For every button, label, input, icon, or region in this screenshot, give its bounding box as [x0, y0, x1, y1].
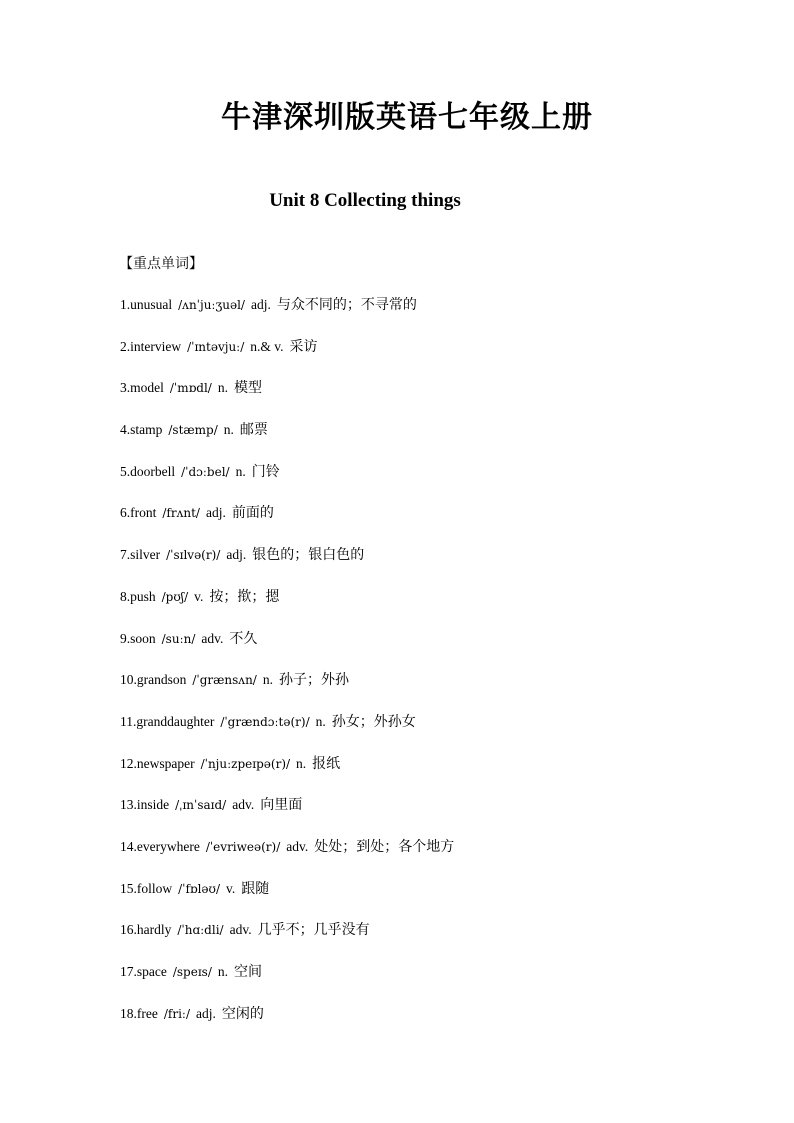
vocab-definition: 前面的	[231, 505, 274, 522]
vocab-part-of-speech: adj.	[250, 297, 271, 312]
vocabulary-item	[120, 544, 760, 586]
vocab-number: 2.	[120, 338, 131, 354]
vocabulary-item	[120, 669, 760, 711]
vocabulary-item	[120, 753, 760, 795]
vocab-number: 9.	[120, 630, 131, 646]
document-title: 牛津深圳版英语七年级上册	[221, 100, 593, 135]
vocab-definition: 空闲的	[221, 1005, 264, 1022]
vocab-definition: 跟随	[241, 880, 270, 897]
vocab-phonetic: /ˈsɪlvə(r)/	[166, 548, 221, 563]
vocab-number: 8.	[120, 588, 131, 604]
vocab-word: unusual	[130, 297, 173, 312]
vocab-phonetic: /ʌnˈjuːʒuəl/	[178, 298, 245, 312]
vocab-phonetic: /ˈfɒləʊ/	[178, 881, 221, 896]
vocab-definition: 处处；到处；各个地方	[314, 838, 455, 855]
vocab-phonetic: /ˈɪntəvjuː/	[187, 339, 245, 354]
vocab-part-of-speech: adj.	[196, 1005, 216, 1021]
vocab-part-of-speech: n.	[315, 713, 326, 729]
vocabulary-item	[120, 336, 760, 378]
vocab-part-of-speech: n.	[296, 755, 307, 771]
vocab-phonetic: /speɪs/	[172, 965, 212, 979]
vocab-definition: 邮票	[239, 422, 268, 439]
vocab-definition: 门铃	[251, 463, 280, 480]
vocabulary-list	[120, 294, 760, 1044]
vocab-word: push	[130, 588, 156, 604]
vocab-part-of-speech: n.	[217, 380, 228, 396]
vocab-definition: 银色的；银白色的	[252, 547, 365, 564]
vocab-word: soon	[130, 630, 156, 646]
vocab-number: 5.	[120, 463, 131, 479]
vocab-phonetic: /ˈevriweə(r)/	[205, 839, 281, 854]
vocab-number: 17.	[120, 964, 137, 979]
vocabulary-item	[120, 919, 760, 961]
vocab-number: 18.	[120, 1005, 137, 1021]
vocab-part-of-speech: adv.	[201, 630, 224, 646]
vocabulary-item	[120, 586, 760, 628]
vocab-phonetic: /stæmp/	[168, 423, 218, 438]
vocabulary-item	[120, 961, 760, 1003]
vocabulary-item	[120, 377, 760, 419]
vocab-part-of-speech: n.	[217, 964, 229, 979]
unit-title: Unit 8 Collecting things	[269, 190, 461, 211]
vocab-number: 3.	[120, 380, 131, 396]
vocab-number: 11.	[120, 713, 137, 729]
vocab-part-of-speech: adj.	[205, 505, 226, 521]
vocab-definition: 与众不同的；不寻常的	[276, 297, 417, 313]
vocab-definition: 几乎不；几乎没有	[257, 922, 370, 939]
vocab-number: 15.	[120, 880, 137, 896]
vocab-definition: 按；揿；摁	[209, 588, 280, 605]
vocab-part-of-speech: adv.	[229, 922, 252, 938]
vocab-number: 4.	[120, 422, 131, 438]
vocabulary-item	[120, 1003, 760, 1045]
vocab-number: 13.	[120, 797, 137, 813]
vocab-phonetic: /ˈgrænsʌn/	[192, 673, 257, 688]
vocabulary-item	[120, 502, 760, 544]
vocab-word: hardly	[136, 922, 172, 938]
vocab-number: 6.	[120, 505, 131, 521]
vocab-part-of-speech: adv.	[286, 838, 309, 854]
vocab-word: model	[130, 380, 164, 396]
vocab-definition: 报纸	[312, 755, 341, 772]
vocab-phonetic: /ˈmɒdl/	[169, 381, 212, 396]
vocab-word: newspaper	[136, 755, 195, 771]
vocab-definition: 空间	[234, 964, 263, 980]
vocab-word: follow	[136, 880, 173, 896]
vocab-part-of-speech: v.	[194, 588, 204, 604]
vocab-number: 1.	[120, 297, 131, 312]
vocab-definition: 孙子；外孙	[278, 672, 349, 689]
vocab-number: 16.	[120, 922, 137, 938]
vocabulary-item	[120, 836, 760, 878]
vocab-word: granddaughter	[136, 713, 215, 729]
vocab-part-of-speech: adv.	[232, 797, 255, 813]
vocab-word: front	[130, 505, 157, 521]
vocab-word: stamp	[130, 422, 163, 438]
vocab-definition: 不久	[229, 630, 258, 647]
vocab-word: interview	[130, 338, 182, 354]
vocab-word: space	[136, 964, 167, 979]
vocabulary-item	[120, 419, 760, 461]
vocabulary-item	[120, 711, 760, 753]
vocab-word: inside	[136, 797, 170, 813]
vocab-definition: 采访	[289, 338, 318, 355]
vocabulary-item	[120, 461, 760, 503]
vocab-word: grandson	[136, 672, 187, 688]
vocab-part-of-speech: n.& v.	[250, 338, 284, 354]
vocabulary-item	[120, 878, 760, 920]
vocab-phonetic: /pʊʃ/	[161, 589, 189, 604]
vocab-phonetic: /ˈgrændɔːtə(r)/	[220, 714, 310, 729]
vocab-definition: 向里面	[260, 797, 303, 814]
vocabulary-item	[120, 794, 760, 836]
vocab-word: free	[136, 1005, 158, 1021]
vocab-number: 7.	[120, 547, 131, 563]
vocab-phonetic: /friː/	[163, 1006, 191, 1021]
vocab-number: 12.	[120, 755, 137, 771]
vocab-phonetic: /ˌɪnˈsaɪd/	[175, 798, 227, 813]
vocab-definition: 孙女；外孙女	[331, 713, 416, 730]
vocabulary-item	[120, 628, 760, 670]
vocab-phonetic: /frʌnt/	[162, 506, 200, 521]
vocab-part-of-speech: n.	[235, 463, 246, 479]
vocab-phonetic: /ˈnjuːzpeɪpə(r)/	[200, 756, 291, 771]
vocab-part-of-speech: adj.	[226, 547, 247, 563]
vocab-word: everywhere	[136, 838, 200, 854]
vocab-number: 10.	[120, 672, 137, 688]
section-heading: 【重点单词】	[119, 256, 203, 272]
vocab-definition: 模型	[233, 380, 262, 397]
vocab-phonetic: /ˈhɑːdli/	[177, 923, 224, 938]
vocab-word: doorbell	[130, 463, 176, 479]
vocab-part-of-speech: n.	[262, 672, 273, 688]
vocab-phonetic: /ˈdɔːbel/	[181, 464, 230, 479]
vocab-part-of-speech: n.	[223, 422, 234, 438]
vocab-part-of-speech: v.	[226, 880, 236, 896]
vocab-phonetic: /suːn/	[161, 631, 196, 646]
vocabulary-item	[120, 294, 760, 336]
vocab-number: 14.	[120, 838, 137, 854]
vocab-word: silver	[130, 547, 161, 563]
